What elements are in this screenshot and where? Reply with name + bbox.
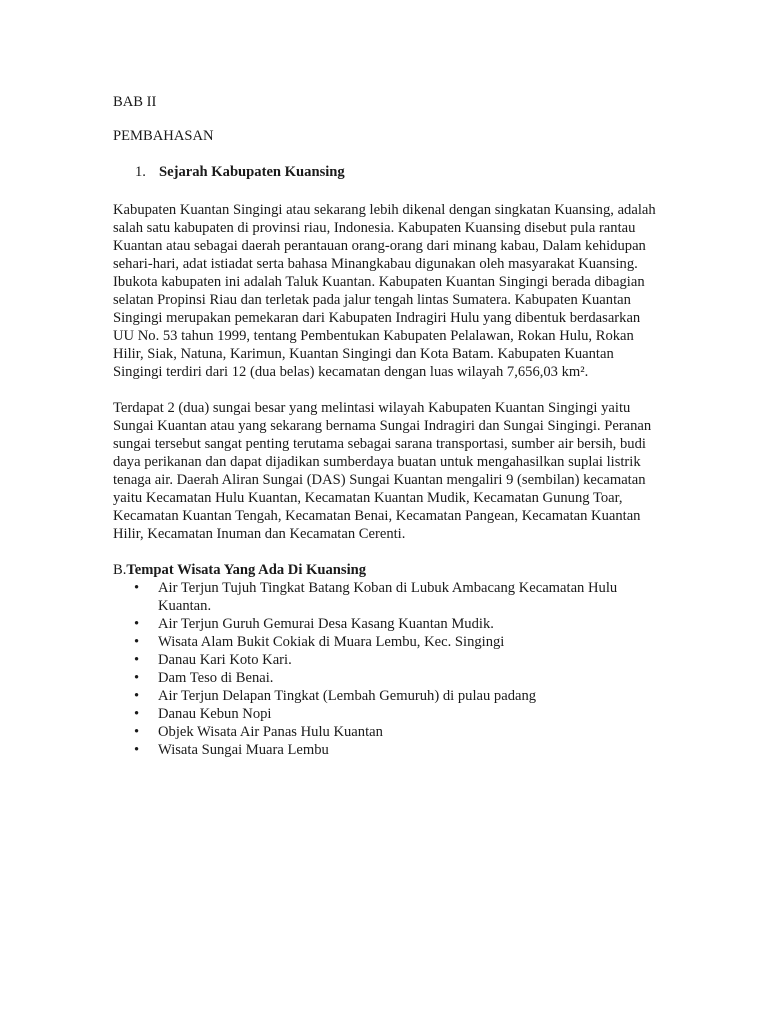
bullet-icon: •: [134, 724, 140, 740]
list-item: [113, 705, 658, 723]
subsection-number: 1.: [135, 164, 146, 180]
subsection-heading-b: [113, 561, 658, 579]
list-item-text: Wisata Sungai Muara Lembu: [158, 742, 329, 758]
list-item-text: Air Terjun Guruh Gemurai Desa Kasang Kuantan Mudik.: [158, 616, 494, 632]
bullet-icon: •: [134, 616, 140, 632]
section-title: PEMBAHASAN: [113, 128, 214, 144]
bullet-icon: •: [134, 688, 140, 704]
chapter-heading: BAB II: [113, 94, 157, 110]
bullet-icon: •: [134, 742, 140, 758]
paragraph-rivers: Terdapat 2 (dua) sungai besar yang melintasi wilayah Kabupaten Kuantan Singingi yaitu Sungai Kuantan atau yang sekarang bernama Sungai Indragiri dan Sungai Singingi. Peranan sungai tersebut sangat penting terutama sebagai sarana transportasi, sumber air bersih, budi daya perikanan dan dapat dijadikan sumberdaya buatan untuk mengahasilkan suplai listrik tenaga air. Daerah Aliran Sungai (DAS) Sungai Kuantan mengaliri 9 (sembilan) kecamatan yaitu Kecamatan Hulu Kuantan, Kecamatan Kuantan Mudik, Kecamatan Gunung Toar, Kecamatan Kuantan Tengah, Kecamatan Benai, Kecamatan Pangean, Kecamatan Kuantan Hilir, Kecamatan Inuman dan Kecamatan Cerenti.: [113, 400, 652, 542]
list-item: [113, 633, 658, 651]
list-item-text: Dam Teso di Benai.: [158, 670, 274, 686]
list-item-text: Wisata Alam Bukit Cokiak di Muara Lembu, Kec. Singingi: [158, 634, 505, 650]
list-item: [113, 687, 658, 705]
bullet-icon: •: [134, 706, 140, 722]
list-item-text: Objek Wisata Air Panas Hulu Kuantan: [158, 724, 383, 740]
subsection-b-prefix: B.: [113, 562, 127, 578]
bullet-icon: •: [134, 580, 140, 596]
bullet-icon: •: [134, 634, 140, 650]
paragraph-history: Kabupaten Kuantan Singingi atau sekarang lebih dikenal dengan singkatan Kuansing, adalah salah satu kabupaten di provinsi riau, Indonesia. Kabupaten Kuansing disebut pula rantau Kuantan atau sebagai daerah perantauan orang-orang dari minang kabau, Dalam kehidupan sehari-hari, adat istiadat serta bahasa Minangkabau digunakan oleh masyarakat Kuansing. Ibukota kabupaten ini adalah Taluk Kuantan. Kabupaten Kuantan Singingi berada dibagian selatan Propinsi Riau dan terletak pada jalur tengah lintas Sumatera. Kabupaten Kuantan Singingi merupakan pemekaran dari Kabupaten Indragiri Hulu yang dibentuk berdasarkan UU No. 53 tahun 1999, tentang Pembentukan Kabupaten Pelalawan, Rokan Hulu, Rokan Hilir, Siak, Natuna, Karimun, Kuantan Singingi dan Kota Batam. Kabupaten Kuantan Singingi terdiri dari 12 (dua belas) kecamatan dengan luas wilayah 7,656,03 km².: [113, 202, 656, 380]
list-item: [113, 651, 658, 669]
list-item: [113, 615, 658, 633]
list-item: [113, 579, 658, 615]
list-item-text: Danau Kebun Nopi: [158, 706, 272, 722]
tourism-list-1: [113, 579, 658, 651]
list-item: [113, 669, 658, 687]
tourism-list-2: [113, 651, 658, 759]
list-item: [113, 723, 658, 741]
subsection-title: Sejarah Kabupaten Kuansing: [159, 164, 345, 180]
list-item-text: Air Terjun Tujuh Tingkat Batang Koban di Lubuk Ambacang Kecamatan Hulu Kuantan.: [158, 580, 618, 614]
document-content: [113, 93, 658, 759]
subsection-b-title: Tempat Wisata Yang Ada Di Kuansing: [126, 562, 367, 578]
list-item-text: Danau Kari Koto Kari.: [158, 652, 292, 668]
bullet-icon: •: [134, 670, 140, 686]
bullet-icon: •: [134, 652, 140, 668]
list-item-text: Air Terjun Delapan Tingkat (Lembah Gemuruh) di pulau padang: [158, 688, 537, 704]
subsection-heading-1: [113, 163, 658, 181]
list-item: [113, 741, 658, 759]
